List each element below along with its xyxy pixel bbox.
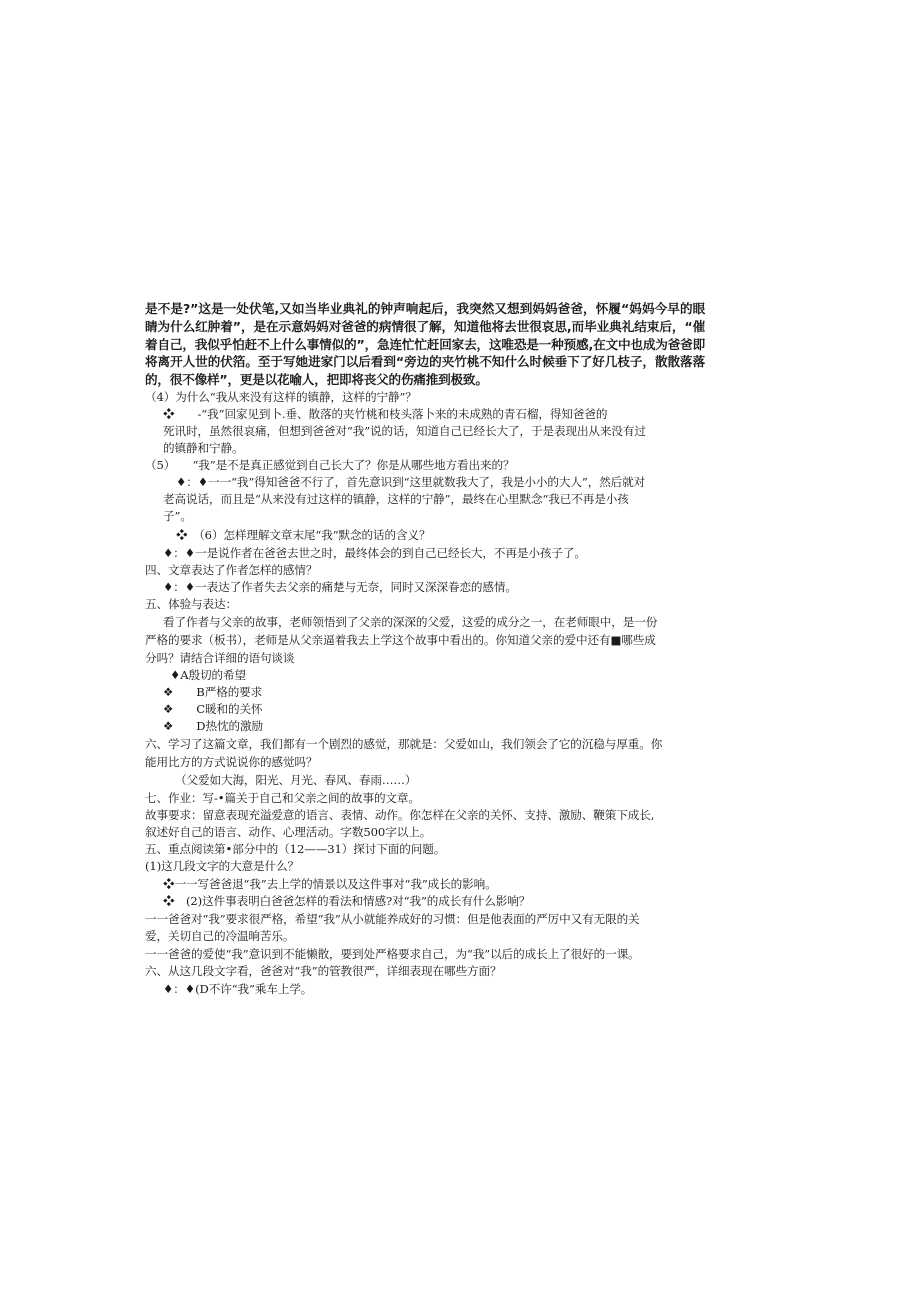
reading-question-6: 六、从这几段文字看，爸爸对“我”的管教很严，详细表现在哪些方面？	[145, 964, 502, 978]
section-6-hint: （父爱如大海，阳光、月光、春风、春雨……）	[175, 773, 417, 787]
answer-4-line-1: ❖ -“我”回家见到卜.垂、散落的夹竹桃和枝头落卜来的未成熟的青石榴，得知爸爸的	[163, 407, 608, 421]
section-5-para-line-1: 看了作者与父亲的故事，老师领悟到了父亲的深深的父爱，这爱的成分之一，在老师眼中，是一份	[163, 615, 658, 629]
reading-answer-6-item-1: ♦：♦(D不许“我”乘车上学。	[163, 982, 313, 996]
reading-answer-2-line-1: 一一爸爸对“我”要求很严格，希望“我”从小就能养成好的习惯：但是他表面的严厉中又有无限的关	[145, 912, 640, 926]
section-4-heading: 四、文章表达了作者怎样的感情？	[145, 563, 318, 577]
section-5-para-line-3: 分吗？请结合详细的语句谈谈	[145, 651, 295, 665]
story-requirements-line-2: 叙述好自己的语言、动作、心理活动。字数500字以上。	[145, 825, 432, 839]
answer-5-line-3: 子”。	[163, 509, 192, 523]
reading-section-heading: 五、重点阅读第•部分中的（12——31）探讨下面的问题。	[145, 842, 446, 856]
section-5-heading: 五、体验与表达：	[145, 597, 237, 611]
answer-6: ♦：♦一是说作者在爸爸去世之时，最终体会的到自己已经长大，不再是小孩子了。	[163, 546, 586, 560]
section-6-heading-line-2: 能用比方的方式说说你的感觉吗？	[145, 755, 318, 769]
section-7-homework: 七、作业：写-•篇关于自己和父亲之间的故事的文章。	[145, 791, 420, 805]
story-requirements-line-1: 故事要求：留意表现充溢爱意的语言、表情、动作。你怎样在父亲的关怀、支持、激励、鞭策下成长,	[145, 808, 655, 822]
answer-5-line-1: ♦：♦一一“我”得知爸爸不行了，首先意识到“这里就数我大了，我是小小的大人”，然后就对	[176, 475, 646, 489]
answer-4-line-2: 死讯时，虽然很哀痛，但想到爸爸对“我”说的话，知道自己已经长大了，于是表现出从来没有过	[163, 424, 646, 438]
reading-question-1: (1)这几段文字的大意是什么？	[145, 859, 300, 873]
answer-4-line-3: 的镇静和宁静。	[163, 441, 244, 455]
option-b: ❖ B严格的要求	[163, 685, 263, 699]
reading-answer-2-line-2: 爱，关切自己的冷温晌苦乐。	[145, 929, 295, 943]
intro-paragraph: 是不是?”这是一处伏笔,又如当毕业典礼的钟声响起后，我突然又想到妈妈爸爸，怀履“妈妈今早的眼睛为什么红肿着”，是在示意妈妈对爸爸的病情很了解，知道他将去世很哀思,而毕业典礼结束后，“催着自己，我似乎怕赶不上什么事情似的”，急连忙忙赶回家去，这唯恐是一种预感,在文中也成为爸爸即将离开人世的伏箔。至于写她进家门以后看到“旁边的夹竹桃不知什么时候垂下了好几枝子，散散落落的，很不像样”，更是以花喻人，把即将丧父的伤痛推到极致。	[145, 301, 705, 388]
section-5-para-line-2: 严格的要求（板书），老师是从父亲逼着我去上学这个故事中看出的。你知道父亲的爱中还有■哪些成	[145, 633, 656, 647]
reading-answer-1: ❖一一写爸爸退“我”去上学的情景以及这件事对“我”成长的影响。	[163, 877, 497, 891]
question-4: （4）为什么“我从来没有这样的镇静，这样的宁静”？	[145, 390, 417, 404]
question-6: ❖ （6）怎样理解文章末尾“我”默念的话的含义？	[176, 528, 431, 542]
reading-question-2: ❖ (2)这件事表明白爸爸怎样的看法和情感?对“我”的成长有什么影响？	[163, 894, 531, 908]
section-4-answer: ♦：♦一表达了作者失去父亲的痛楚与无奈，同时又深深眷恋的感情。	[163, 580, 517, 594]
option-a: ♦A殷切的希望	[170, 668, 247, 682]
section-6-heading-line-1: 六、学习了这篇文章，我们都有一个剧烈的感觉，那就是：父爱如山，我们领会了它的沉稳与厚重。你	[145, 737, 663, 751]
question-5: （5） “我”是不是真正感觉到自己长大了？你是从哪些地方看出来的？	[145, 458, 515, 472]
reading-answer-2-line-3: 一一爸爸的爱使“我”意识到不能懒散，要到处严格要求自己，为“我”以后的成长上了很好的一课。	[145, 947, 640, 961]
answer-5-line-2: 老高说话，而且是“从来没有过这样的镇静，这样的宁静”，最终在心里默念“我已不再是小孩	[163, 492, 629, 506]
option-c: ❖ C暖和的关怀	[163, 702, 263, 716]
option-d: ❖ D热忱的激励	[163, 719, 263, 733]
